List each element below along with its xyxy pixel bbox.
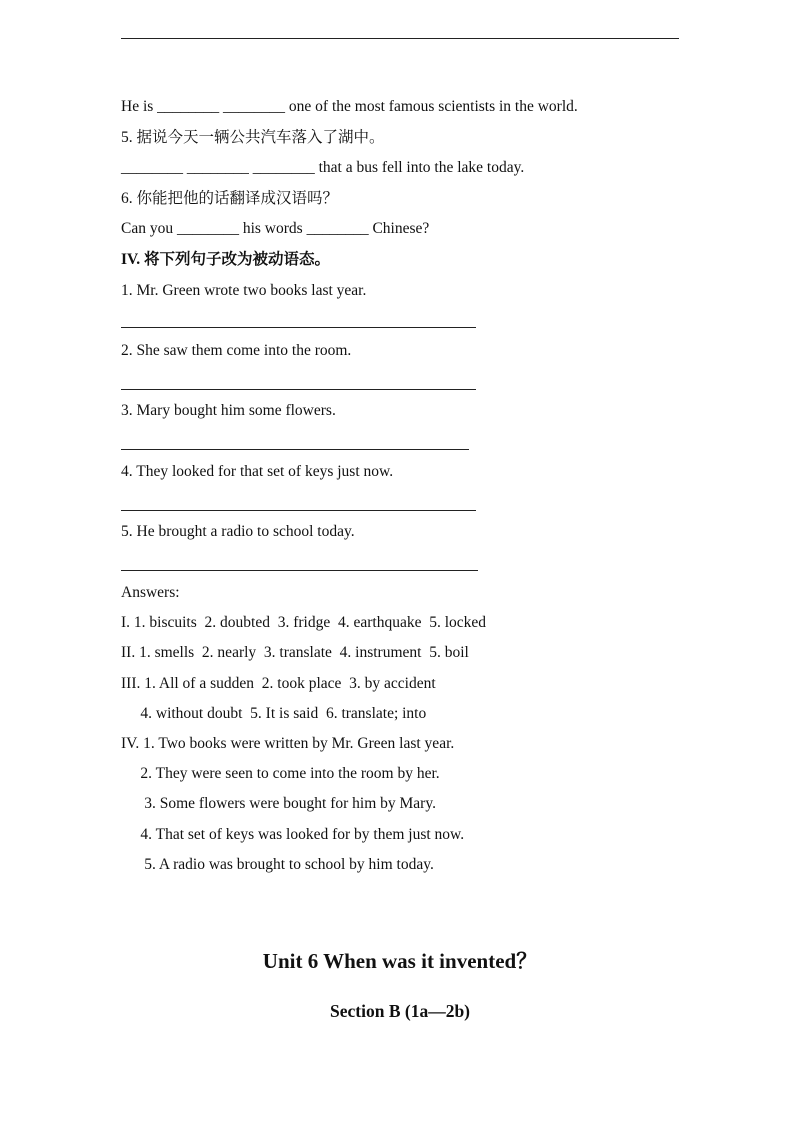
exercise-iv-item: 5. He brought a radio to school today. (121, 523, 355, 540)
answers-heading: Answers: (121, 584, 180, 601)
answer-blank-line (121, 389, 476, 390)
exercise-iii-q5-prompt: 5. 据说今天一辆公共汽车落入了湖中。 (121, 129, 385, 146)
answer-line: II. 1. smells 2. nearly 3. translate 4. instrument 5. boil (121, 644, 469, 661)
answer-line: III. 1. All of a sudden 2. took place 3. by accident (121, 675, 436, 692)
exercise-iii-line-he-is: He is ________ ________ one of the most famous scientists in the world. (121, 98, 578, 115)
exercise-iv-item: 4. They looked for that set of keys just now. (121, 463, 394, 480)
header-rule (121, 38, 679, 39)
answer-line: IV. 1. Two books were written by Mr. Green last year. (121, 735, 455, 752)
exercise-iv-heading: IV. 将下列句子改为被动语态。 (121, 251, 330, 268)
unit-title: Unit 6 When was it invented？ (262, 949, 538, 973)
exercise-iv-item: 3. Mary bought him some flowers. (121, 402, 336, 419)
answer-blank-line (121, 510, 476, 511)
exercise-iii-q6-prompt: 6. 你能把他的话翻译成汉语吗？ (121, 190, 339, 207)
answer-blank-line (121, 449, 469, 450)
answer-line: 5. A radio was brought to school by him today. (121, 856, 434, 873)
answer-line: 2. They were seen to come into the room by her. (121, 765, 440, 782)
answer-blank-line (121, 570, 478, 571)
section-title: Section B (1a—2b) (330, 1001, 470, 1021)
answer-blank-line (121, 327, 476, 328)
answer-line: 3. Some flowers were bought for him by Mary. (121, 795, 436, 812)
exercise-iv-item: 1. Mr. Green wrote two books last year. (121, 282, 367, 299)
exercise-iv-item: 2. She saw them come into the room. (121, 342, 352, 359)
exercise-iii-q5-blank: ________ ________ ________ that a bus fell into the lake today. (121, 159, 525, 176)
answer-line: 4. That set of keys was looked for by them just now. (121, 826, 465, 843)
exercise-iii-q6-blank: Can you ________ his words ________ Chinese? (121, 220, 430, 237)
answer-line: I. 1. biscuits 2. doubted 3. fridge 4. earthquake 5. locked (121, 614, 487, 631)
answer-line: 4. without doubt 5. It is said 6. translate; into (121, 705, 427, 722)
